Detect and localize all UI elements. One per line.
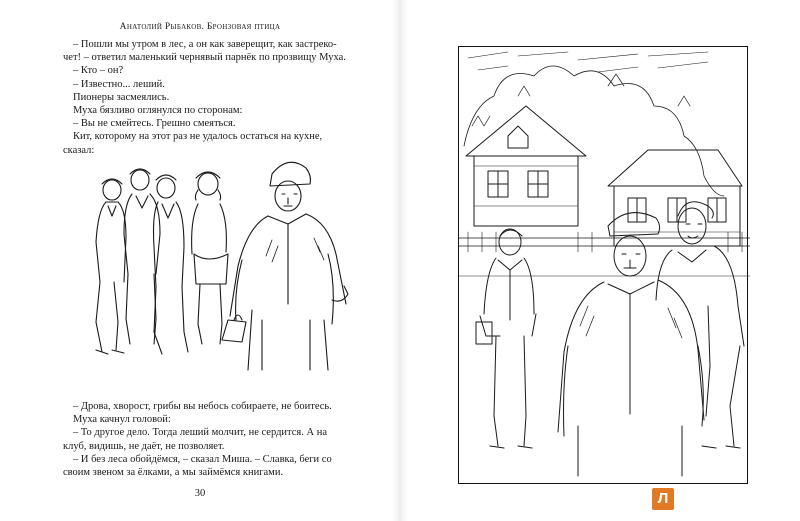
text-bottom-line: клуб, видишь, не даёт, не позволяет. <box>63 440 225 452</box>
text-bottom-line: – То другое дело. Тогда леший молчит, не сердится. А на <box>73 427 327 439</box>
text-top-line: – Вы не смейтесь. Грешно смеяться. <box>73 118 236 130</box>
text-block-top <box>63 38 368 157</box>
text-bottom-line: – И без леса обойдёмся, – сказал Миша. – Славка, беги со <box>73 453 332 465</box>
text-top-line: Кит, которому на этот раз не удалось остаться на кухне, <box>73 131 323 143</box>
illustration-frame <box>458 46 748 484</box>
text-block-bottom <box>63 400 368 479</box>
running-header: Анатолий Рыбаков. Бронзовая птица <box>119 22 281 32</box>
text-bottom-line: – Дрова, хворост, грибы вы небось собираете, не боитесь. <box>73 401 332 412</box>
text-top-line: – Известно... леший. <box>73 78 165 90</box>
publisher-logo: Л <box>652 488 674 510</box>
page-number: 30 <box>194 488 206 499</box>
text-top-line: Муха бязливо оглянулся по сторонам: <box>73 105 243 117</box>
text-top-line: сказал: <box>63 144 95 156</box>
pioneers-group-illustration <box>92 150 352 386</box>
text-top-line: – Кто – он? <box>73 65 124 77</box>
text-top-line: – Пошли мы утром в лес, а он как заверещит, как застреко- <box>73 39 337 50</box>
text-top-line: Пионеры засмеялись. <box>73 91 170 103</box>
text-bottom-line: Муха качнул головой: <box>73 414 171 426</box>
text-bottom-line: своим звеном за ёлками, а мы займёмся книгами. <box>63 467 284 479</box>
text-top-line: чет! – ответил маленький чернявый парнёк по прозвищу Муха. <box>63 52 346 64</box>
